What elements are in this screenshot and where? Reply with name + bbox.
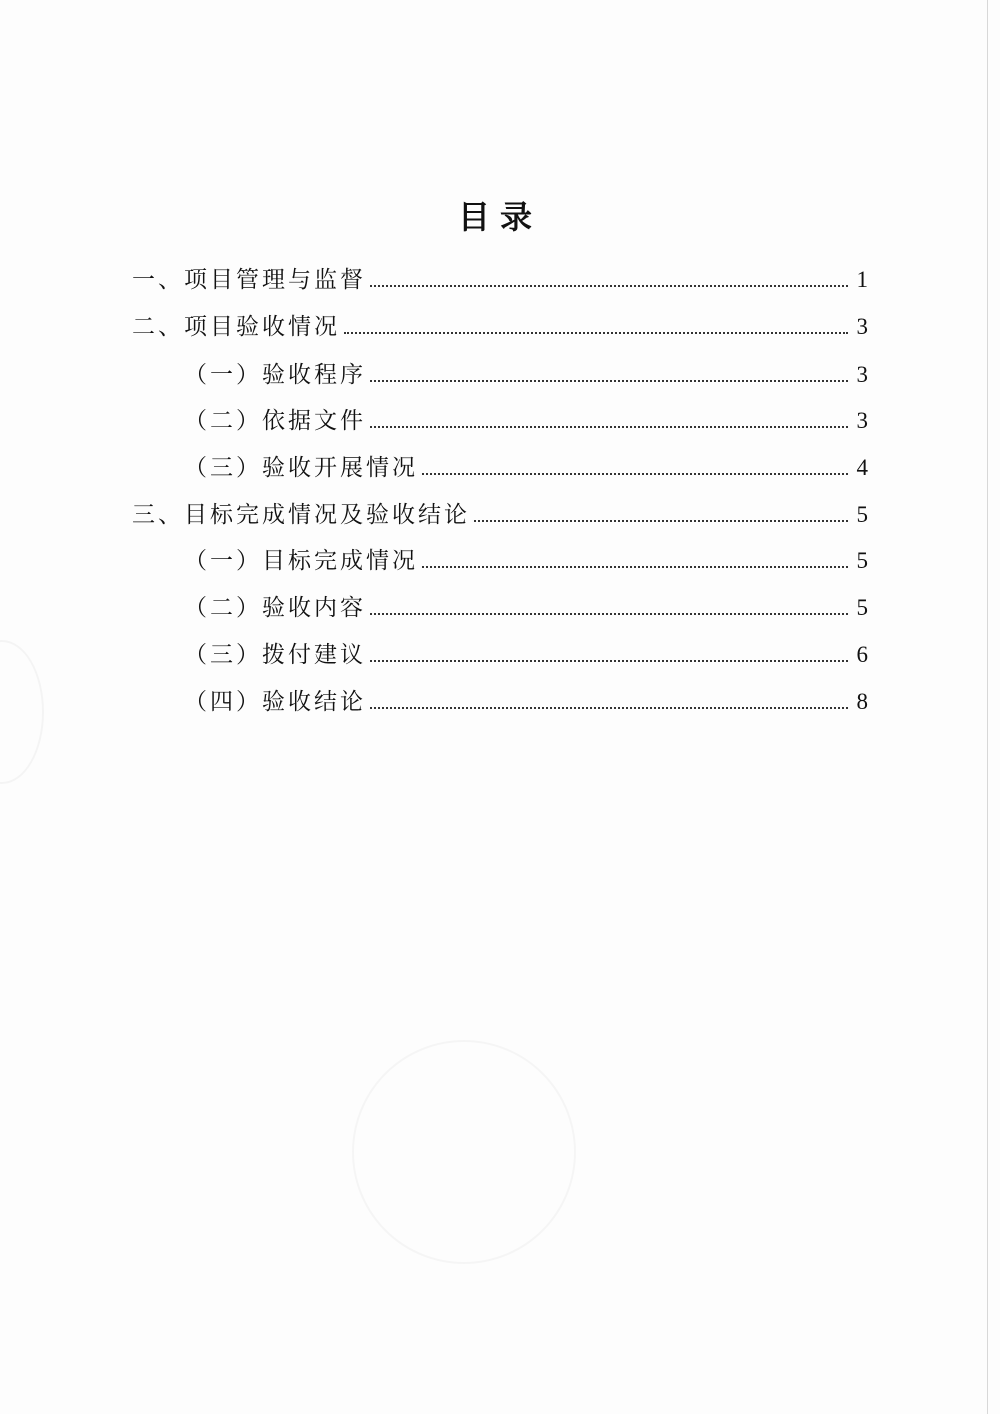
toc-page-number: 1 xyxy=(856,267,868,292)
toc-dot-leader xyxy=(422,566,848,568)
toc-entry-1[interactable] xyxy=(132,265,868,295)
toc-page-number: 3 xyxy=(856,314,868,339)
toc-dot-leader xyxy=(370,707,848,709)
toc-entry-3-3[interactable] xyxy=(184,640,868,670)
toc-entry-label: 二、项目验收情况 xyxy=(132,314,340,340)
toc-dot-leader xyxy=(422,473,848,475)
toc-entry-3-4[interactable] xyxy=(184,687,868,717)
toc-entry-label: （二）验收内容 xyxy=(184,595,366,621)
toc-page-number: 6 xyxy=(856,642,868,667)
toc-page-number: 5 xyxy=(856,595,868,620)
toc-entry-label: （四）验收结论 xyxy=(184,689,366,715)
toc-dot-leader xyxy=(474,520,848,522)
toc-page-number: 8 xyxy=(856,689,868,714)
toc-dot-leader xyxy=(370,285,848,287)
toc-entry-2-2[interactable] xyxy=(184,406,868,436)
toc-entry-label: （一）目标完成情况 xyxy=(184,548,418,574)
toc-title: 目录 xyxy=(457,198,542,236)
toc-page-number: 4 xyxy=(856,455,868,480)
toc-dot-leader xyxy=(370,426,848,428)
toc-entry-3-2[interactable] xyxy=(184,593,868,623)
toc-page-number: 3 xyxy=(856,362,868,387)
toc-dot-leader xyxy=(370,613,848,615)
toc-entry-3-1[interactable] xyxy=(184,546,868,576)
toc-page-number: 5 xyxy=(856,548,868,573)
toc-entry-label: 三、目标完成情况及验收结论 xyxy=(132,502,470,528)
toc-entry-label: （三）验收开展情况 xyxy=(184,455,418,481)
toc-entry-3[interactable] xyxy=(132,500,868,530)
toc-entry-label: 一、项目管理与监督 xyxy=(132,267,366,293)
toc-dot-leader xyxy=(344,332,848,334)
bleed-through-mark xyxy=(0,640,44,784)
toc-page-number: 3 xyxy=(856,408,868,433)
toc-entry-label: （一）验收程序 xyxy=(184,362,366,388)
toc-entry-label: （三）拨付建议 xyxy=(184,642,366,668)
toc-entry-label: （二）依据文件 xyxy=(184,408,366,434)
toc-page-number: 5 xyxy=(856,502,868,527)
toc-entry-2-1[interactable] xyxy=(184,360,868,390)
toc-dot-leader xyxy=(370,380,848,382)
toc-entry-2[interactable] xyxy=(132,312,868,342)
bleed-through-seal xyxy=(352,1040,576,1264)
toc-entry-2-3[interactable] xyxy=(184,453,868,483)
toc-dot-leader xyxy=(370,660,848,662)
